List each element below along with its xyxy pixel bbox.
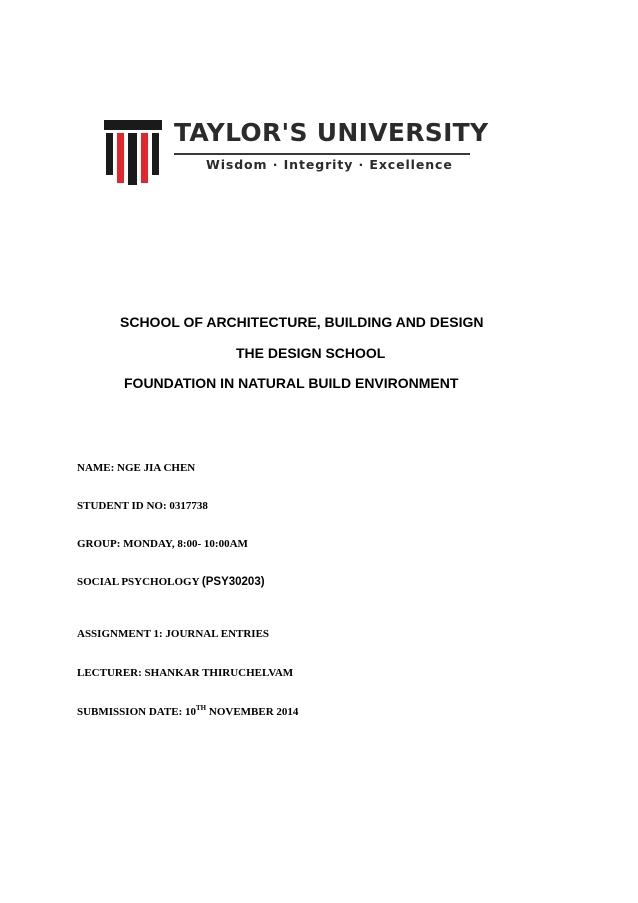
student-name: NAME: NGE JIA CHEN xyxy=(77,462,196,474)
course-code: (PSY30203) xyxy=(201,576,265,588)
division-heading: THE DESIGN SCHOOL xyxy=(236,345,386,361)
submission-date-prefix: SUBMISSION DATE: 10 xyxy=(77,706,196,718)
taylors-crest-icon xyxy=(104,118,164,188)
crest-pillar-red-2 xyxy=(141,133,148,183)
logo-title: TAYLOR'S UNIVERSITY xyxy=(174,118,489,147)
course-name: SOCIAL PSYCHOLOGY xyxy=(77,576,200,588)
submission-date-rest: NOVEMBER 2014 xyxy=(206,706,299,718)
lecturer-name: LECTURER: SHANKAR THIRUCHELVAM xyxy=(77,667,294,679)
school-heading: SCHOOL OF ARCHITECTURE, BUILDING AND DESIGN xyxy=(120,314,484,330)
student-id: STUDENT ID NO: 0317738 xyxy=(77,500,208,512)
crest-pillar-red-1 xyxy=(117,133,124,183)
crest-pillar-right xyxy=(152,133,159,175)
crest-pillar-left xyxy=(106,133,113,175)
logo-divider xyxy=(174,153,470,155)
course-line xyxy=(77,576,265,588)
programme-heading: FOUNDATION IN NATURAL BUILD ENVIRONMENT xyxy=(124,375,459,391)
student-group: GROUP: MONDAY, 8:00- 10:00AM xyxy=(77,538,248,550)
assignment-title: ASSIGNMENT 1: JOURNAL ENTRIES xyxy=(77,628,270,640)
university-logo xyxy=(104,118,489,188)
crest-top-bar xyxy=(104,120,162,130)
submission-date xyxy=(77,706,298,718)
submission-date-ordinal: TH xyxy=(196,704,207,712)
logo-tagline: Wisdom · Integrity · Excellence xyxy=(206,157,453,172)
crest-pillar-center xyxy=(128,133,137,185)
